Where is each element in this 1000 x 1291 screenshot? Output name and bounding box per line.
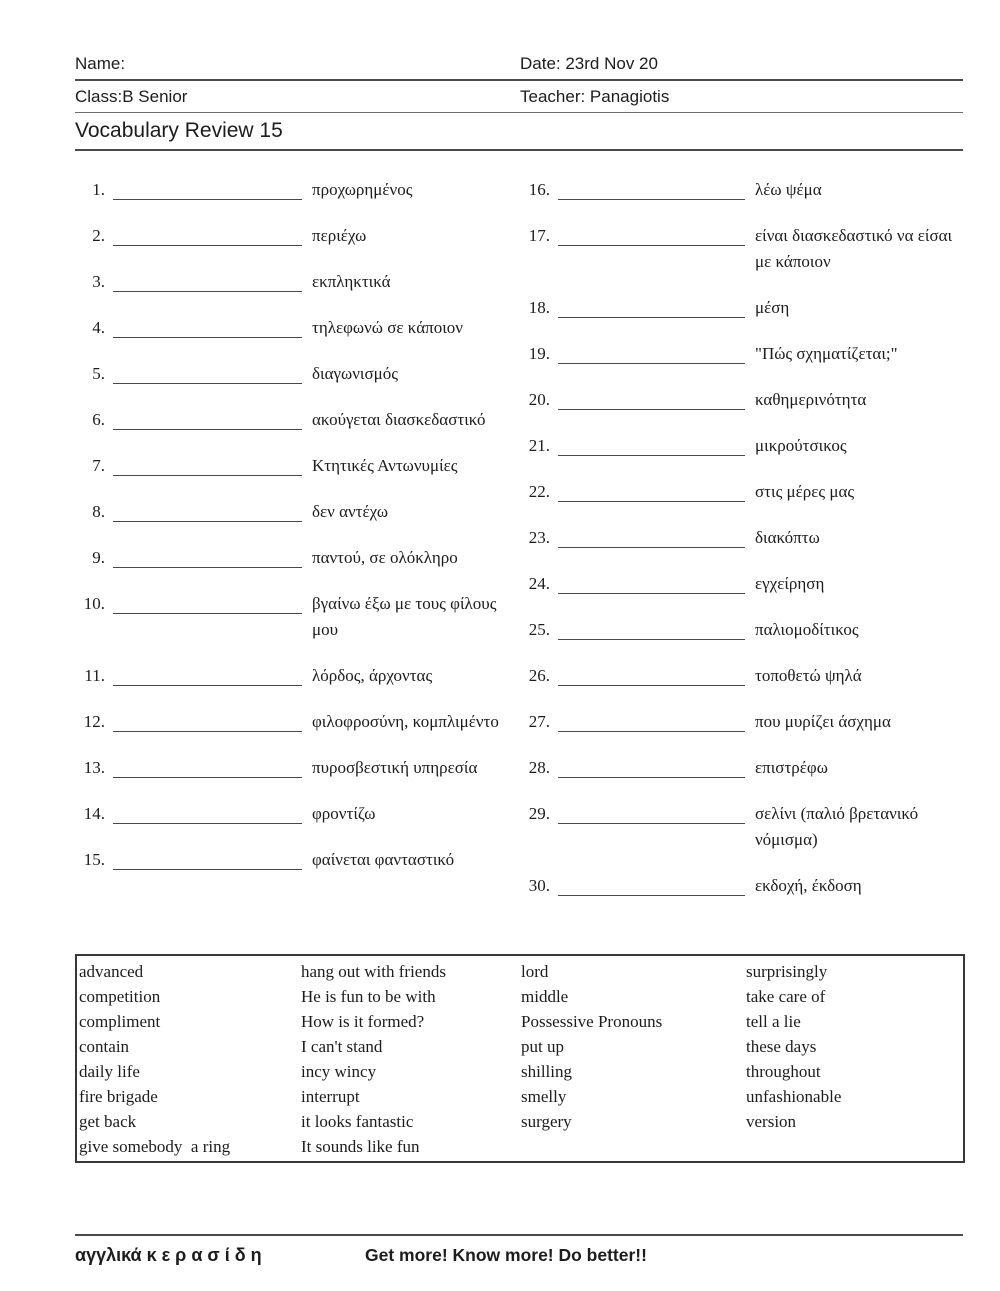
name-label: Name:: [75, 54, 126, 73]
answer-blank-17[interactable]: [558, 223, 745, 246]
item-number: 1.: [92, 180, 105, 199]
vocab-item-27: [520, 709, 963, 735]
header-name-row: [75, 53, 963, 81]
word-bank-word: contain: [79, 1037, 130, 1056]
item-greek-text: φαίνεται φανταστικό: [312, 850, 455, 869]
item-number: 26.: [528, 666, 550, 685]
word-bank-word: I can't stand: [301, 1037, 383, 1056]
item-greek-text: τοποθετώ ψηλά: [755, 666, 862, 685]
item-number: 23.: [528, 528, 550, 547]
answer-blank-2[interactable]: [113, 223, 302, 246]
answer-blank-28[interactable]: [558, 755, 745, 778]
matching-exercise: [75, 177, 963, 919]
vocab-item-13: [75, 755, 520, 781]
item-number: 28.: [528, 758, 550, 777]
answer-blank-15[interactable]: [113, 847, 302, 870]
word-bank-word: unfashionable: [746, 1087, 842, 1106]
item-greek-text: φιλοφροσύνη, κομπλιμέντο: [312, 712, 499, 731]
item-number: 29.: [528, 804, 550, 823]
item-greek-text: διακόπτω: [755, 528, 820, 547]
vocab-item-4: [75, 315, 520, 341]
item-number: 25.: [528, 620, 550, 639]
vocab-item-16: [520, 177, 963, 203]
answer-blank-3[interactable]: [113, 269, 302, 292]
item-number: 16.: [528, 180, 550, 199]
item-number: 8.: [92, 502, 105, 521]
answer-blank-4[interactable]: [113, 315, 302, 338]
word-bank-word: advanced: [79, 962, 144, 981]
word-bank-word: How is it formed?: [301, 1012, 425, 1031]
vocab-item-25: [520, 617, 963, 643]
vocab-item-20: [520, 387, 963, 413]
footer-motto: Get more! Know more! Do better!!: [365, 1245, 647, 1265]
class-label: Class:B Senior: [75, 87, 188, 106]
answer-blank-6[interactable]: [113, 407, 302, 430]
answer-blank-24[interactable]: [558, 571, 745, 594]
item-number: 15.: [83, 850, 105, 869]
answer-blank-23[interactable]: [558, 525, 745, 548]
item-greek-text: μικρούτσικος: [755, 436, 847, 455]
item-number: 21.: [528, 436, 550, 455]
item-number: 10.: [83, 594, 105, 613]
vocab-item-8: [75, 499, 520, 525]
vocab-item-7: [75, 453, 520, 479]
answer-blank-14[interactable]: [113, 801, 302, 824]
item-greek-text: επιστρέφω: [755, 758, 828, 777]
footer: [75, 1234, 963, 1266]
vocab-item-3: [75, 269, 520, 295]
page-title: Vocabulary Review 15: [75, 113, 963, 151]
item-number: 13.: [83, 758, 105, 777]
vocab-item-1: [75, 177, 520, 203]
answer-blank-11[interactable]: [113, 663, 302, 686]
item-number: 7.: [92, 456, 105, 475]
item-greek-text: εκδοχή, έκδοση: [755, 876, 862, 895]
item-number: 18.: [528, 298, 550, 317]
item-greek-text: σελίνι (παλιό βρετανικό νόμισμα): [755, 804, 919, 849]
header-class-row: [75, 81, 963, 113]
vocab-item-14: [75, 801, 520, 827]
item-greek-text: εκπληκτικά: [312, 272, 391, 291]
answer-blank-8[interactable]: [113, 499, 302, 522]
word-bank-word: He is fun to be with: [301, 987, 436, 1006]
answer-blank-20[interactable]: [558, 387, 745, 410]
item-greek-text: μέση: [755, 298, 790, 317]
word-bank-word: surprisingly: [746, 962, 828, 981]
vocab-item-28: [520, 755, 963, 781]
item-number: 2.: [92, 226, 105, 245]
answer-blank-13[interactable]: [113, 755, 302, 778]
word-bank-word: version: [746, 1112, 797, 1131]
word-bank-word: smelly: [521, 1087, 567, 1106]
items-column-right: [520, 177, 963, 919]
answer-blank-10[interactable]: [113, 591, 302, 614]
item-greek-text: Κτητικές Αντωνυμίες: [312, 456, 458, 475]
item-greek-text: λέω ψέμα: [755, 180, 822, 199]
item-number: 3.: [92, 272, 105, 291]
item-greek-text: τηλεφωνώ σε κάποιον: [312, 318, 463, 337]
word-bank-word: surgery: [521, 1112, 572, 1131]
answer-blank-22[interactable]: [558, 479, 745, 502]
item-number: 11.: [84, 666, 105, 685]
vocab-item-30: [520, 873, 963, 899]
word-bank-column-3: [521, 959, 746, 1159]
word-bank-word: put up: [521, 1037, 564, 1056]
vocab-item-11: [75, 663, 520, 689]
word-bank-word: middle: [521, 987, 569, 1006]
item-number: 19.: [528, 344, 550, 363]
item-greek-text: φροντίζω: [312, 804, 376, 823]
word-bank-box: [75, 954, 965, 1163]
word-bank-word: fire brigade: [79, 1087, 158, 1106]
item-greek-text: παντού, σε ολόκληρο: [312, 548, 458, 567]
item-number: 12.: [83, 712, 105, 731]
item-greek-text: στις μέρες μας: [755, 482, 855, 501]
word-bank-column-1: [79, 959, 301, 1159]
word-bank-word: tell a lie: [746, 1012, 801, 1031]
answer-blank-21[interactable]: [558, 433, 745, 456]
item-number: 6.: [92, 410, 105, 429]
word-bank-column-4: [746, 959, 961, 1159]
item-greek-text: "Πώς σχηματίζεται;": [755, 344, 898, 363]
item-greek-text: καθημερινότητα: [755, 390, 867, 409]
answer-blank-29[interactable]: [558, 801, 745, 824]
vocab-item-17: [520, 223, 963, 275]
vocab-item-18: [520, 295, 963, 321]
word-bank-word: it looks fantastic: [301, 1112, 414, 1131]
item-greek-text: παλιομοδίτικος: [755, 620, 859, 639]
vocab-item-6: [75, 407, 520, 433]
item-number: 24.: [528, 574, 550, 593]
item-number: 5.: [92, 364, 105, 383]
vocab-item-26: [520, 663, 963, 689]
word-bank-word: get back: [79, 1112, 137, 1131]
answer-blank-7[interactable]: [113, 453, 302, 476]
item-greek-text: είναι διασκεδαστικό να είσαι με κάποιον: [755, 226, 953, 271]
word-bank-word: incy wincy: [301, 1062, 377, 1081]
word-bank-word: take care of: [746, 987, 826, 1006]
item-number: 22.: [528, 482, 550, 501]
vocab-item-12: [75, 709, 520, 735]
vocab-item-9: [75, 545, 520, 571]
answer-blank-5[interactable]: [113, 361, 302, 384]
item-greek-text: εγχείρηση: [755, 574, 825, 593]
item-greek-text: δεν αντέχω: [312, 502, 389, 521]
answer-blank-25[interactable]: [558, 617, 745, 640]
item-greek-text: διαγωνισμός: [312, 364, 398, 383]
vocab-item-10: [75, 591, 520, 643]
word-bank-word: shilling: [521, 1062, 573, 1081]
teacher-label: Teacher: Panagiotis: [520, 87, 670, 106]
items-column-left: [75, 177, 520, 919]
item-number: 4.: [92, 318, 105, 337]
item-number: 20.: [528, 390, 550, 409]
vocab-item-2: [75, 223, 520, 249]
answer-blank-16[interactable]: [558, 177, 745, 200]
vocab-item-22: [520, 479, 963, 505]
item-number: 17.: [528, 226, 550, 245]
word-bank-word: daily life: [79, 1062, 140, 1081]
vocab-item-24: [520, 571, 963, 597]
vocab-item-23: [520, 525, 963, 551]
item-greek-text: που μυρίζει άσχημα: [755, 712, 891, 731]
answer-blank-30[interactable]: [558, 873, 745, 896]
item-number: 14.: [83, 804, 105, 823]
vocab-item-5: [75, 361, 520, 387]
answer-blank-26[interactable]: [558, 663, 745, 686]
vocab-item-19: [520, 341, 963, 367]
date-label: Date: 23rd Nov 20: [520, 54, 658, 73]
vocab-item-29: [520, 801, 963, 853]
word-bank-word: It sounds like fun: [301, 1137, 420, 1156]
vocab-item-21: [520, 433, 963, 459]
word-bank-word: these days: [746, 1037, 817, 1056]
word-bank-column-2: [301, 959, 521, 1159]
answer-blank-19[interactable]: [558, 341, 745, 364]
item-greek-text: προχωρημένος: [312, 180, 413, 199]
item-number: 27.: [528, 712, 550, 731]
word-bank-word: interrupt: [301, 1087, 360, 1106]
word-bank-word: give somebody a ring: [79, 1137, 231, 1156]
word-bank-word: Possessive Pronouns: [521, 1012, 663, 1031]
footer-brand: αγγλικά κ ε ρ α σ ί δ η: [75, 1245, 262, 1265]
item-number: 30.: [528, 876, 550, 895]
item-number: 9.: [92, 548, 105, 567]
item-greek-text: ακούγεται διασκεδαστικό: [312, 410, 486, 429]
item-greek-text: περιέχω: [312, 226, 367, 245]
word-bank-word: hang out with friends: [301, 962, 446, 981]
answer-blank-27[interactable]: [558, 709, 745, 732]
word-bank-word: throughout: [746, 1062, 821, 1081]
answer-blank-12[interactable]: [113, 709, 302, 732]
vocab-item-15: [75, 847, 520, 873]
word-bank-word: lord: [521, 962, 549, 981]
answer-blank-18[interactable]: [558, 295, 745, 318]
answer-blank-1[interactable]: [113, 177, 302, 200]
word-bank-word: compliment: [79, 1012, 161, 1031]
word-bank-word: competition: [79, 987, 161, 1006]
item-greek-text: λόρδος, άρχοντας: [312, 666, 433, 685]
item-greek-text: βγαίνω έξω με τους φίλους μου: [312, 594, 497, 639]
answer-blank-9[interactable]: [113, 545, 302, 568]
item-greek-text: πυροσβεστική υπηρεσία: [312, 758, 478, 777]
